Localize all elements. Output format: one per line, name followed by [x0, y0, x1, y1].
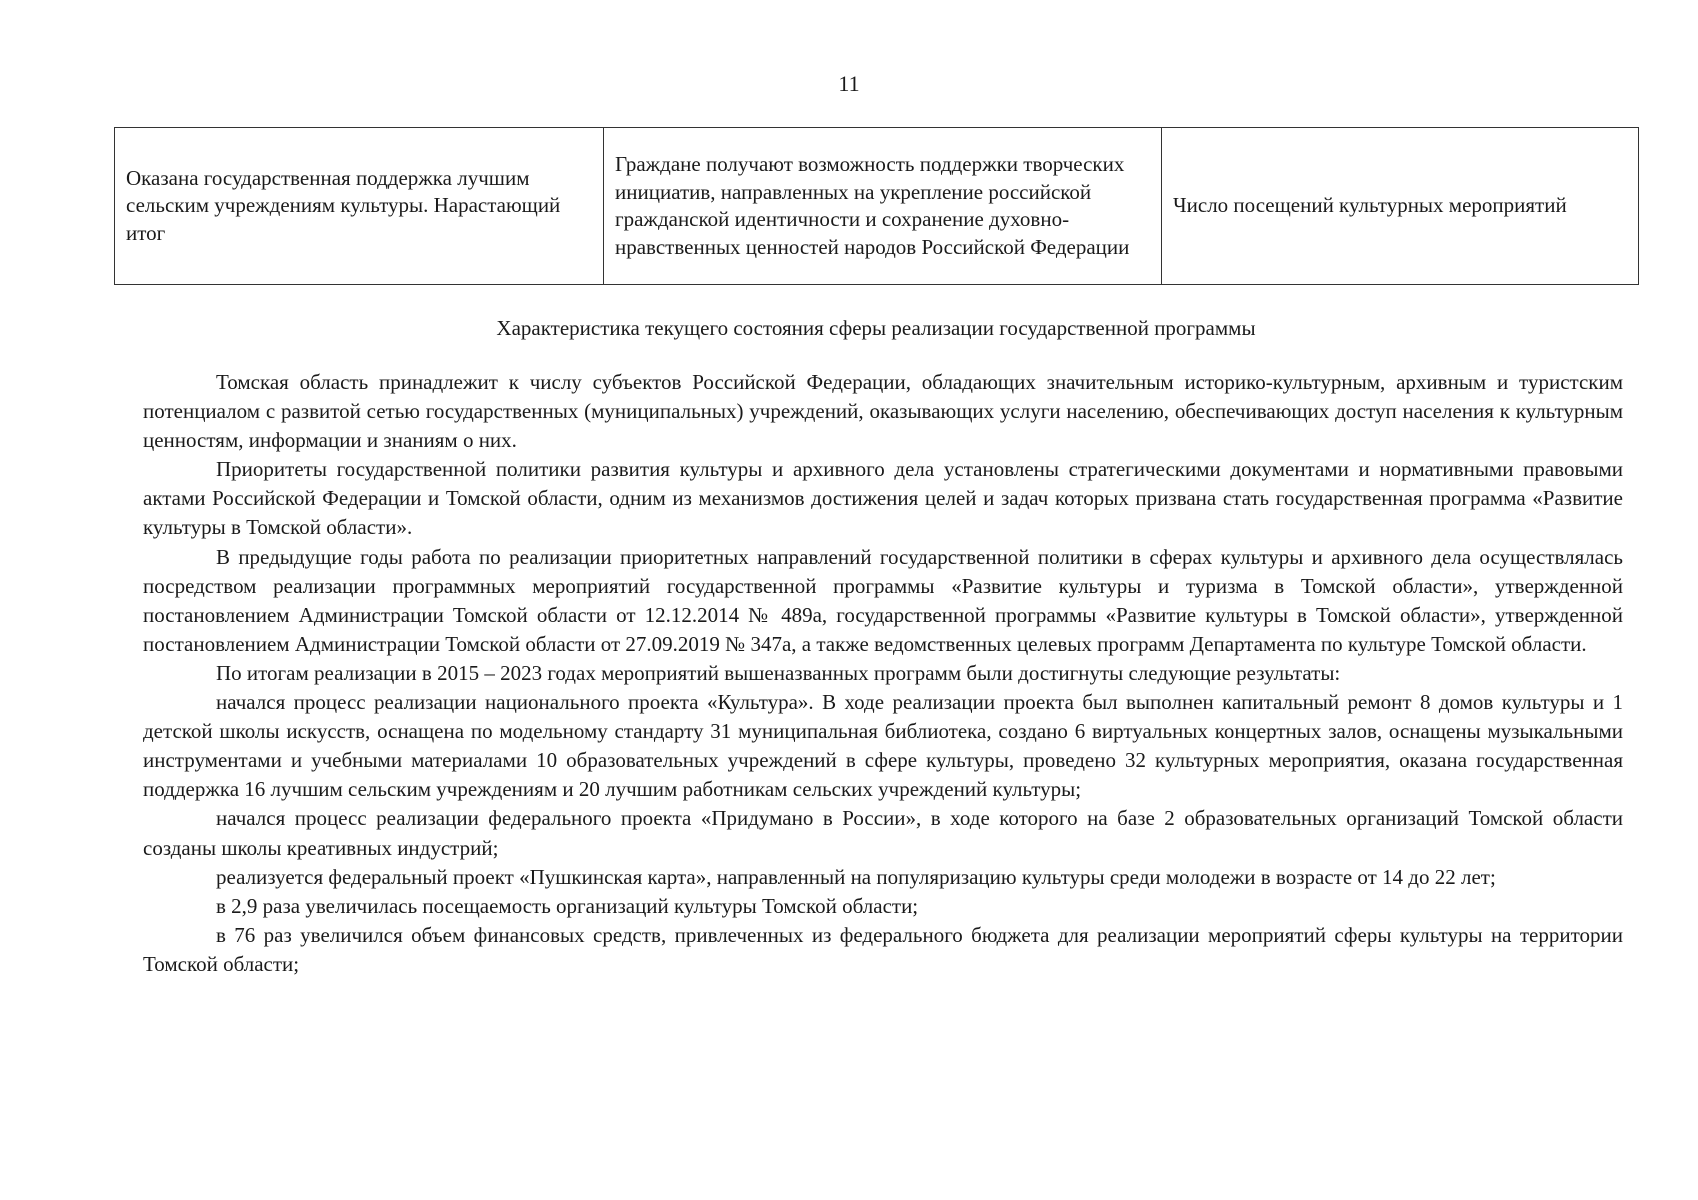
goals-table — [114, 127, 1639, 285]
section-heading: Характеристика текущего состояния сферы реализации государственной программы — [496, 316, 1256, 340]
table-cell-task: Оказана государственная поддержка лучшим сельским учреждениям культуры. Нарастающий итог — [115, 128, 604, 285]
paragraph: Томская область принадлежит к числу субъектов Российской Федерации, обладающих значительным историко-культурным, архивным и туристским потенциалом с развитой сетью государственных (муниципальных) учреждений, оказывающих услуги населению, обеспечивающих доступ населения к культурным ценностям, информации и знаниям о них. — [143, 370, 1623, 453]
paragraph: начался процесс реализации национального проекта «Культура». В ходе реализации проекта был выполнен капитальный ремонт 8 домов культуры и 1 детской школы искусств, оснащена по модельному стандарту 31 муниципальная библиотека, создано 6 виртуальных концертных залов, оснащены музыкальными инструментами и учебными материалами 10 образовательных учреждений в сфере культуры, проведено 32 культурных мероприятия, оказана государственная поддержка 16 лучшим сельским учреждениям и 20 лучшим работникам сельских учреждений культуры; — [143, 690, 1623, 802]
paragraph: начался процесс реализации федерального проекта «Придумано в России», в ходе которого на базе 2 образовательных организаций Томской области созданы школы креативных индустрий; — [143, 806, 1623, 860]
table-row — [115, 128, 1639, 285]
paragraph: реализуется федеральный проект «Пушкинская карта», направленный на популяризацию культуры среди молодежи в возрасте от 14 до 22 лет; — [216, 864, 1496, 889]
page-number: 11 — [838, 71, 860, 96]
paragraph: в 76 раз увеличился объем финансовых средств, привлеченных из федерального бюджета для реализации мероприятий сферы культуры на территории Томской области; — [143, 922, 1623, 976]
paragraph: в 2,9 раза увеличилась посещаемость организаций культуры Томской области; — [216, 893, 919, 918]
table-cell-indicator: Число посещений культурных мероприятий — [1162, 128, 1639, 285]
body-text — [143, 368, 1623, 979]
paragraph: По итогам реализации в 2015 – 2023 годах мероприятий вышеназванных программ были достигнуты следующие результаты: — [216, 660, 1341, 685]
table-cell-effect: Граждане получают возможность поддержки творческих инициатив, направленных на укрепление российской гражданской идентичности и сохранение духовно-нравственных ценностей народов Российской Федерации — [604, 128, 1162, 285]
paragraph: В предыдущие годы работа по реализации приоритетных направлений государственной политики в сферах культуры и архивного дела осуществлялась посредством реализации программных мероприятий государственной программы «Развитие культуры и туризма в Томской области», утвержденной постановлением Администрации Томской области от 12.12.2014 № 489а, государственной программы «Развитие культуры в Томской области», утвержденной постановлением Администрации Томской области от 27.09.2019 № 347а, а также ведомственных целевых программ Департамента по культуре Томской области. — [143, 544, 1623, 656]
paragraph: Приоритеты государственной политики развития культуры и архивного дела установлены стратегическими документами и нормативными правовыми актами Российской Федерации и Томской области, одним из механизмов достижения целей и задач которых призвана стать государственная программа «Развитие культуры в Томской области». — [143, 457, 1623, 540]
